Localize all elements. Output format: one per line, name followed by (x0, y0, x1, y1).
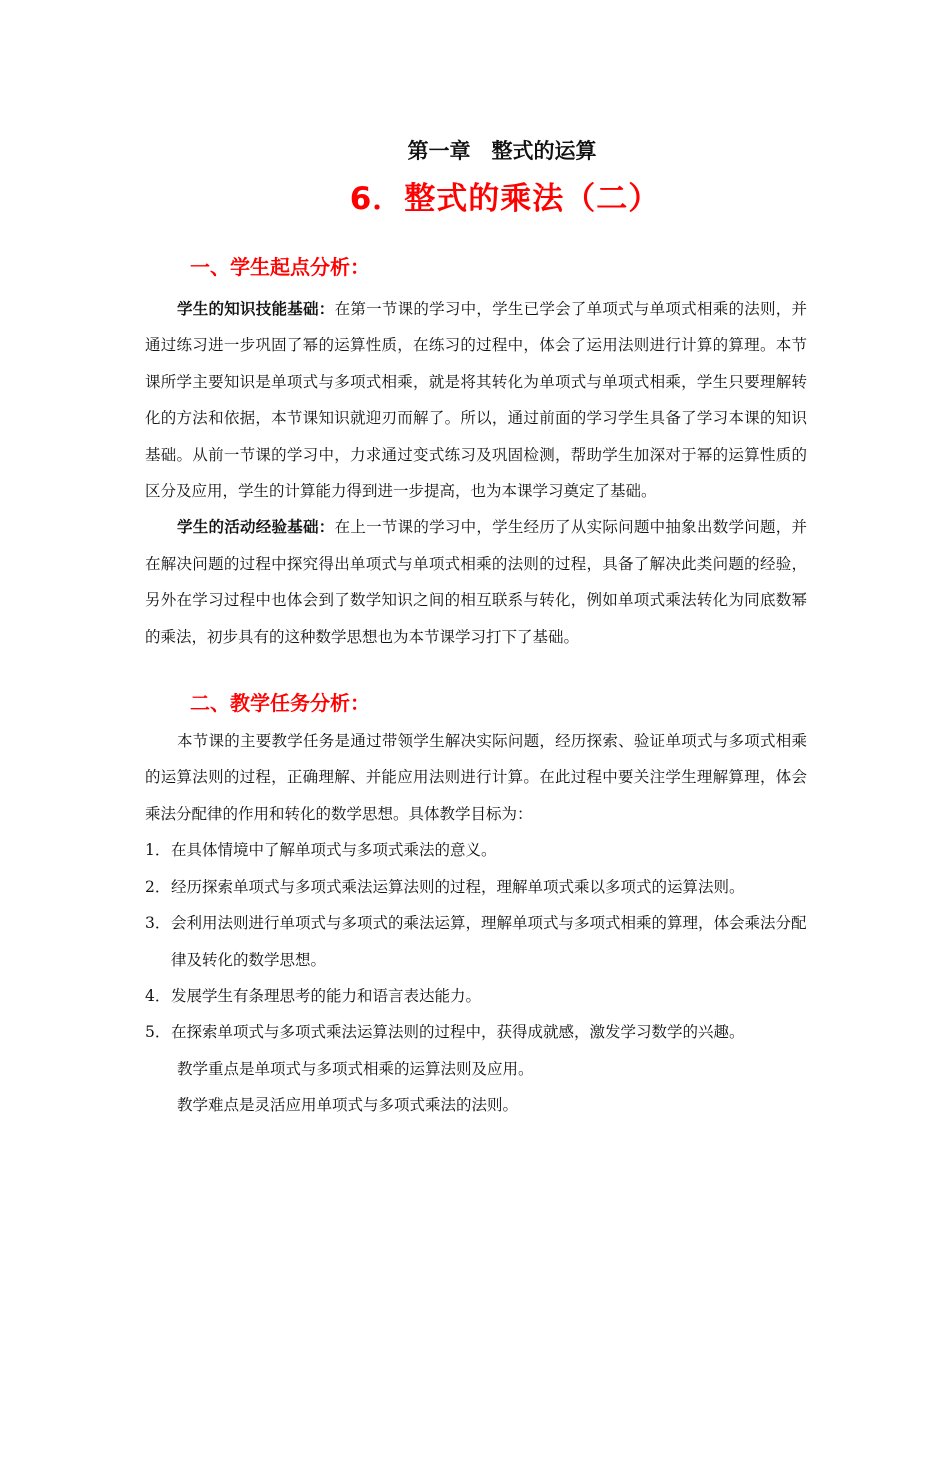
paragraph-text: 在第一节课的学习中，学生已学会了单项式与单项式相乘的法则，并通过练习进一步巩固了幂的运算性质，在练习的过程中，体会了运用法则进行计算的算理。本节课所学主要知识是单项式与多项式相乘，就是将其转化为单项式与单项式相乘，学生只要理解转化的方法和依据，本节课知识就迎刃而解了。所以，通过前面的学习学生具备了学习本课的知识基础。从前一节课的学习中，力求通过变式练习及巩固检测，帮助学生加深对于幂的运算性质的区分及应用，学生的计算能力得到进一步提高，也为本课学习奠定了基础。 (145, 300, 807, 501)
list-item-number: 5． (145, 1023, 171, 1042)
goal-list (145, 832, 807, 1050)
chapter-title: 第一章 整式的运算 (407, 139, 597, 163)
document-page (0, 133, 950, 1477)
paragraph-task-intro: 本节课的主要教学任务是通过带领学生解决实际问题，经历探索、验证单项式与多项式相乘的运算法则的过程，正确理解、并能应用法则进行计算。在此过程中要关注学生理解算理，体会乘法分配律的作用和转化的数学思想。具体教学目标为： (145, 732, 807, 823)
list-item-text: 经历探索单项式与多项式乘法运算法则的过程，理解单项式乘以多项式的运算法则。 (171, 877, 745, 896)
paragraph-knowledge-base (145, 291, 807, 509)
list-item (145, 978, 807, 1014)
list-item-text: 在具体情境中了解单项式与多项式乘法的意义。 (171, 841, 497, 860)
list-item (145, 1014, 807, 1050)
paragraph-activity-base (145, 509, 807, 655)
teaching-difficulty: 教学难点是灵活应用单项式与多项式乘法的法则。 (177, 1096, 519, 1115)
list-item (145, 905, 807, 978)
list-item-text: 在探索单项式与多项式乘法运算法则的过程中，获得成就感，激发学习数学的兴趣。 (171, 1023, 745, 1042)
list-item-number: 3． (145, 914, 171, 933)
list-item-text: 发展学生有条理思考的能力和语言表达能力。 (171, 986, 482, 1005)
lesson-title: 6．整式的乘法（二） (349, 181, 661, 217)
list-item-number: 1． (145, 841, 171, 860)
list-item-number: 4． (145, 986, 171, 1005)
section-heading-task-analysis: 二、教学任务分析： (190, 691, 370, 716)
list-item-text: 会利用法则进行单项式与多项式的乘法运算，理解单项式与多项式相乘的算理，体会乘法分配律及转化的数学思想。 (171, 914, 807, 969)
list-item-number: 2． (145, 877, 171, 896)
section-heading-student-analysis: 一、学生起点分析： (190, 255, 370, 279)
paragraph-lead: 学生的知识技能基础： (177, 300, 335, 318)
teaching-key-point: 教学重点是单项式与多项式相乘的运算法则及应用。 (177, 1059, 534, 1078)
paragraph-text: 在上一节课的学习中，学生经历了从实际问题中抽象出数学问题，并在解决问题的过程中探究得出单项式与单项式相乘的法则的过程，具备了解决此类问题的经验，另外在学习过程中也体会到了数学知识之间的相互联系与转化，例如单项式乘法转化为同底数幂的乘法，初步具有的这种数学思想也为本节课学习打下了基础。 (145, 518, 807, 646)
list-item (145, 869, 807, 905)
list-item (145, 832, 807, 868)
paragraph-lead: 学生的活动经验基础： (177, 518, 335, 537)
